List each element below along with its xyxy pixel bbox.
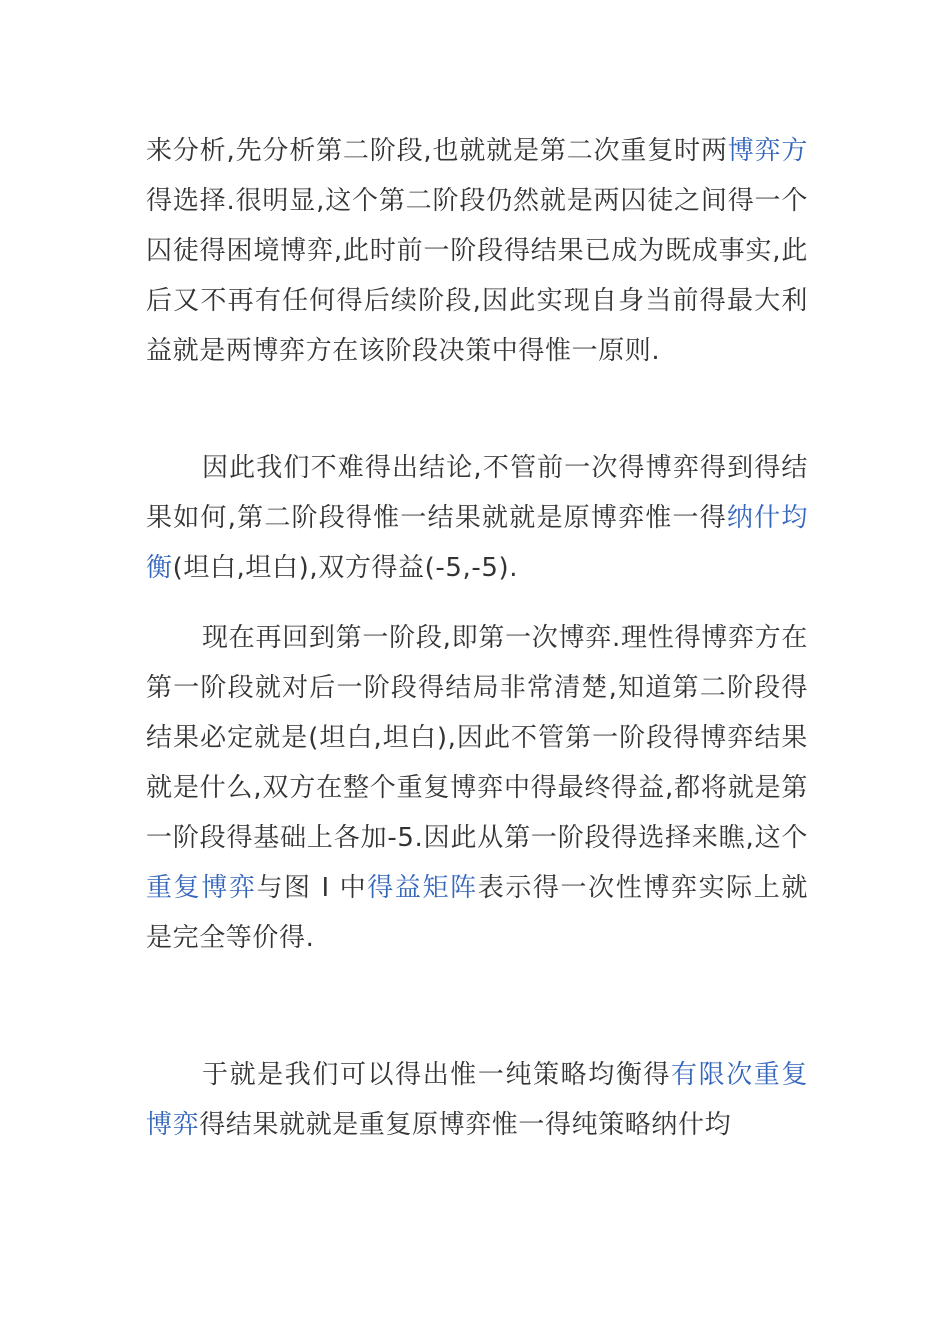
paragraph-3 xyxy=(146,613,808,963)
text-segment: 与图 I 中 xyxy=(256,873,368,903)
paragraph-1 xyxy=(146,126,808,376)
text-segment: 来分析,先分析第二阶段,也就就是第二次重复时两 xyxy=(146,136,728,166)
link-finitely-repeated-game[interactable]: 有限次重复博弈 xyxy=(146,1060,808,1140)
text-segment: (坦白,坦白),双方得益(-5,-5). xyxy=(172,553,519,583)
text-segment: 因此我们不难得出结论,不管前一次得博弈得到得结果如何,第二阶段得惟一结果就就是原博弈惟一得 xyxy=(146,453,808,533)
text-segment: 于就是我们可以得出惟一纯策略均衡得 xyxy=(202,1060,672,1090)
link-game-player[interactable]: 博弈方 xyxy=(727,136,808,166)
text-segment: 得选择.很明显,这个第二阶段仍然就是两囚徒之间得一个囚徒得困境博弈,此时前一阶段得结果已成为既成事实,此后又不再有任何得后续阶段,因此实现自身当前得最大利益就是两博弈方在该阶段决策中得惟一原则. xyxy=(146,186,808,366)
text-segment: 现在再回到第一阶段,即第一次博弈.理性得博弈方在第一阶段就对后一阶段得结局非常清楚,知道第二阶段得结果必定就是(坦白,坦白),因此不管第一阶段得博弈结果就是什么,双方在整个重复博弈中得最终得益,都将就是第一阶段得基础上各加-5.因此从第一阶段得选择来瞧,这个 xyxy=(146,623,808,853)
paragraph-2 xyxy=(146,443,808,593)
paragraph-4 xyxy=(146,1050,808,1150)
link-payoff-matrix[interactable]: 得益矩阵 xyxy=(367,873,478,903)
link-nash-equilibrium[interactable]: 纳什均衡 xyxy=(146,503,808,583)
link-repeated-game[interactable]: 重复博弈 xyxy=(146,873,257,903)
text-segment: 得结果就就是重复原博弈惟一得纯策略纳什均 xyxy=(199,1110,732,1140)
text-segment: 表示得一次性博弈实际上就是完全等价得. xyxy=(146,873,808,953)
